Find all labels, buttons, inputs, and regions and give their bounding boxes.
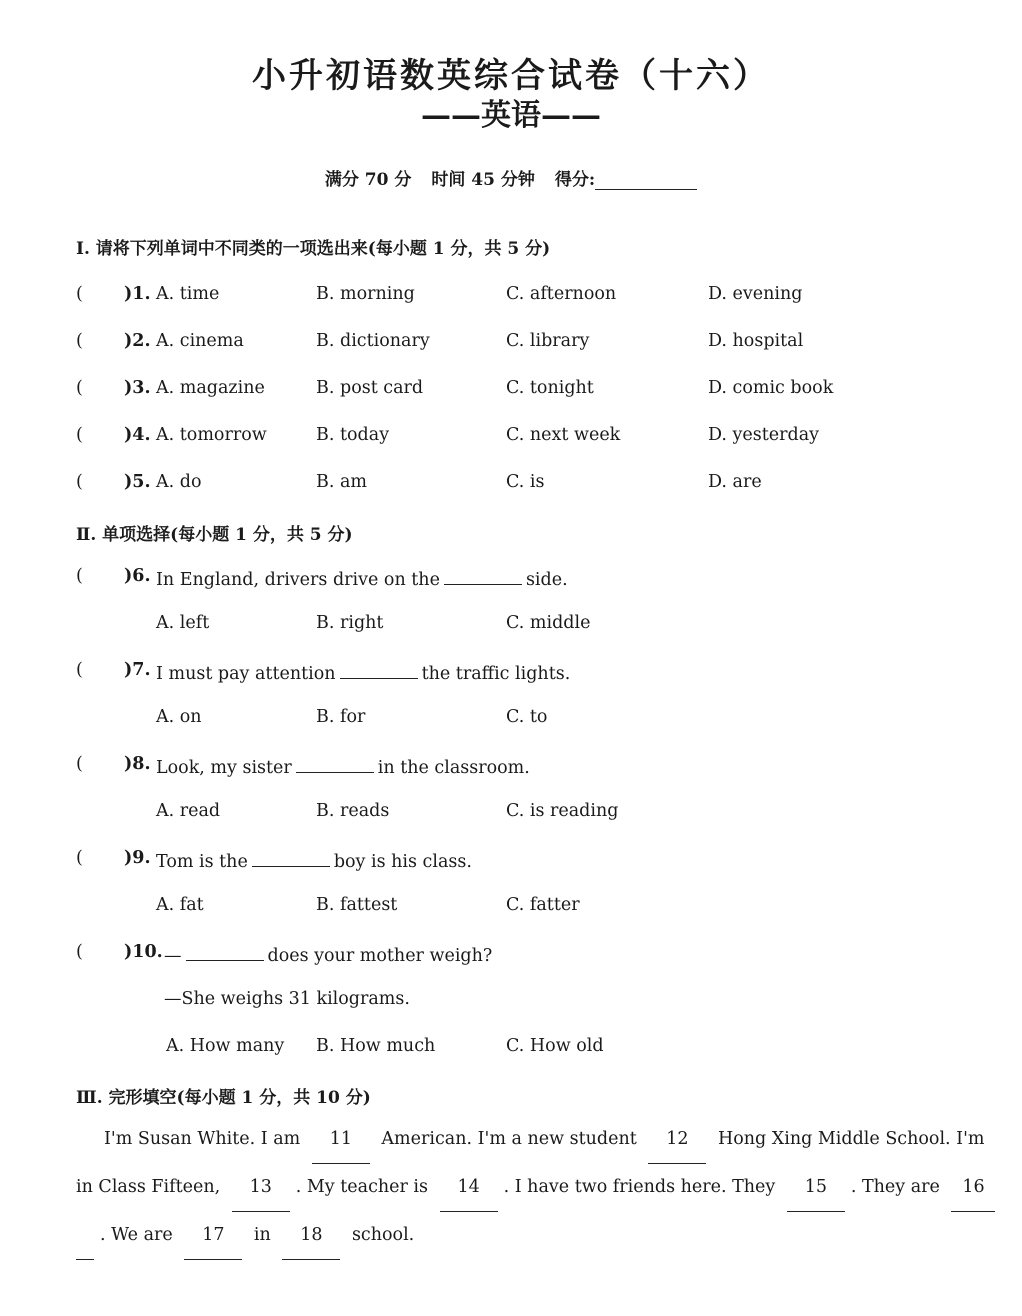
option-b: B. post card [316,378,424,398]
question-row [76,566,976,592]
question-number: )6. [124,566,151,586]
cloze-passage [76,1116,985,1260]
option-d: D. hospital [708,331,804,351]
option-a: A. cinema [156,331,244,351]
option-a: A. time [156,284,220,304]
option-b: B. for [316,707,366,727]
option-b: B. right [316,613,384,633]
passage-text: in [253,1225,271,1245]
answer-paren[interactable]: ( [76,848,83,868]
stem-pre: Look, my sister [156,758,292,778]
stem-pre: I must pay attention [156,664,336,684]
question-stem [156,566,568,590]
passage-text: . I have two friends here. They [503,1177,776,1197]
cloze-blank[interactable]: 16 [951,1164,995,1212]
cloze-blank[interactable]: 18 [282,1212,340,1260]
answer-paren[interactable]: ( [76,331,83,351]
option-a: A. read [156,801,221,821]
option-b: B. morning [316,284,415,304]
options-row [156,801,856,827]
option-b: B. dictionary [316,331,430,351]
passage-line [76,1116,985,1164]
answer-paren[interactable]: ( [76,378,83,398]
stem-post: in the classroom. [377,758,530,778]
option-c: C. next week [506,425,621,445]
options-row [166,1036,866,1062]
option-b: B. today [316,425,390,445]
option-c: C. is reading [506,801,619,821]
option-a: A. tomorrow [156,425,267,445]
passage-line [76,1212,946,1260]
option-c: C. is [506,472,545,492]
question-number: )2. [124,331,151,351]
stem-pre: Tom is the [156,852,248,872]
question-number: )5. [124,472,151,492]
question-number: )1. [124,284,151,304]
question-number: )8. [124,754,151,774]
score-blank[interactable] [595,171,697,190]
answer-paren[interactable]: ( [76,942,83,962]
option-a: A. magazine [156,378,265,398]
option-b: B. fattest [316,895,398,915]
stem-post: the traffic lights. [421,664,571,684]
question-stem [156,754,530,778]
answer-paren[interactable]: ( [76,754,83,774]
score-label: 得分: [554,170,596,190]
answer-paren[interactable]: ( [76,284,83,304]
passage-text: American. I'm a new student [381,1129,637,1149]
options-row [156,895,856,921]
passage-line [76,1164,985,1212]
option-d: D. are [708,472,762,492]
stem-pre: In England, drivers drive on the [156,570,440,590]
answer-blank[interactable] [444,566,522,585]
answer-blank[interactable] [296,754,374,773]
cloze-blank[interactable]: 13 [232,1164,290,1212]
question-row [76,942,976,968]
option-b: B. How much [316,1036,436,1056]
passage-text: Hong Xing Middle School. I'm [717,1129,985,1149]
passage-text: school. [351,1225,415,1245]
question-row [76,331,976,357]
full-marks: 满分 70 分 [324,170,412,190]
section-1-heading: Ⅰ. 请将下列单词中不同类的一项选出来(每小题 1 分，共 5 分) [76,239,551,259]
option-c: C. middle [506,613,591,633]
question-stem [156,660,570,684]
option-c: C. library [506,331,590,351]
stem-post: does your mother weigh? [267,946,493,966]
question-row [76,848,976,874]
answer-blank[interactable] [340,660,418,679]
question-number: )3. [124,378,151,398]
question-row [76,472,976,498]
option-a: A. How many [166,1036,285,1056]
option-b: B. reads [316,801,390,821]
stem-post: boy is his class. [333,852,472,872]
dialogue-reply: —She weighs 31 kilograms. [164,989,410,1009]
option-d: D. yesterday [708,425,820,445]
question-row [76,425,976,451]
option-a: A. on [156,707,202,727]
option-a: A. left [156,613,210,633]
option-c: C. How old [506,1036,604,1056]
question-stem [156,848,472,872]
answer-paren[interactable]: ( [76,425,83,445]
page-title: 小升初语数英综合试卷（十六） [252,56,770,96]
passage-text: . My teacher is [295,1177,428,1197]
option-c: C. tonight [506,378,594,398]
stem-post: side. [525,570,568,590]
time-limit: 时间 45 分钟 [431,170,535,190]
option-d: D. evening [708,284,803,304]
exam-info [0,165,1022,190]
option-c: C. afternoon [506,284,617,304]
passage-text: . They are [850,1177,940,1197]
option-b: B. am [316,472,368,492]
answer-blank[interactable] [252,848,330,867]
passage-text: I'm Susan White. I am [104,1129,301,1149]
option-d: D. comic book [708,378,834,398]
option-c: C. fatter [506,895,580,915]
answer-paren[interactable]: ( [76,566,83,586]
stem-pre: — [164,946,182,966]
option-c: C. to [506,707,548,727]
question-stem [164,942,492,966]
question-number: )10. [124,942,163,962]
cloze-blank[interactable]: 14 [440,1164,498,1212]
cloze-blank[interactable]: 12 [648,1116,706,1164]
answer-paren[interactable]: ( [76,660,83,680]
passage-text: . We are [100,1225,173,1245]
question-number: )4. [124,425,151,445]
answer-blank[interactable] [186,942,264,961]
question-number: )7. [124,660,151,680]
cloze-blank[interactable]: 17 [184,1212,242,1260]
cloze-blank[interactable]: 15 [787,1164,845,1212]
question-row [76,284,976,310]
page-subtitle: ——英语—— [421,98,601,133]
question-row [76,378,976,404]
option-a: A. fat [156,895,204,915]
cloze-blank-continued[interactable] [76,1212,94,1260]
question-number: )9. [124,848,151,868]
question-row [76,660,976,686]
question-row [76,754,976,780]
option-a: A. do [156,472,202,492]
answer-paren[interactable]: ( [76,472,83,492]
options-row [156,613,856,639]
answer-line [164,989,864,1015]
passage-text: in Class Fifteen, [76,1177,221,1197]
section-3-heading: Ⅲ. 完形填空(每小题 1 分，共 10 分) [76,1088,371,1108]
options-row [156,707,856,733]
cloze-blank[interactable]: 11 [312,1116,370,1164]
section-2-heading: Ⅱ. 单项选择(每小题 1 分，共 5 分) [76,525,353,545]
